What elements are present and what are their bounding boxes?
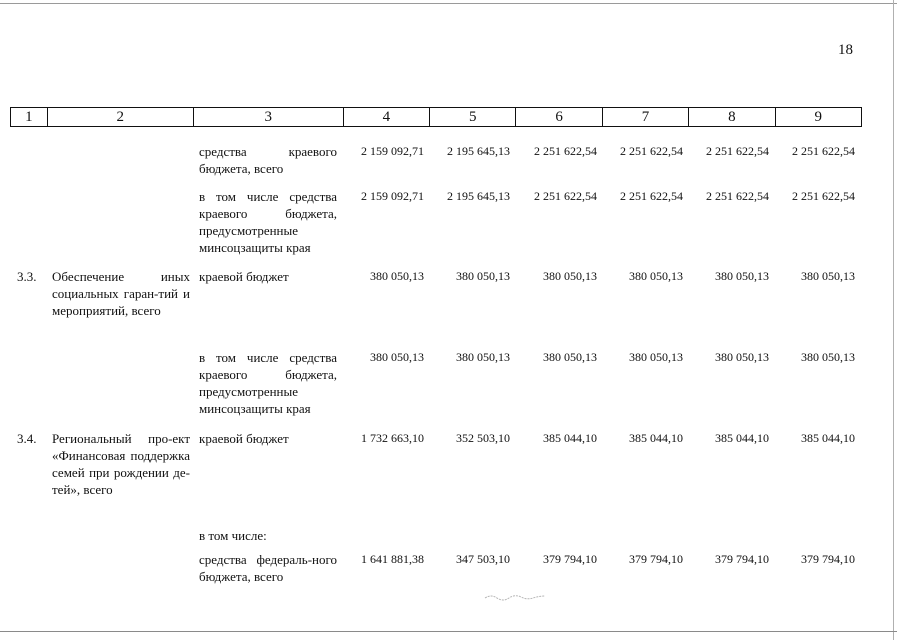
page-right-edge [893, 0, 894, 640]
page-number: 18 [838, 42, 853, 58]
row-value-col8: 380 050,13 [715, 350, 769, 364]
row-value-col9: 379 794,10 [801, 552, 855, 566]
row-value-col4: 380 050,13 [370, 350, 424, 364]
row-value-col5: 380 050,13 [456, 350, 510, 364]
row-value-col5: 347 503,10 [456, 552, 510, 566]
row-value-col6: 385 044,10 [543, 431, 597, 445]
row-value-col8: 380 050,13 [715, 269, 769, 283]
row-value-col8: 2 251 622,54 [706, 189, 769, 203]
row-value-col8: 385 044,10 [715, 431, 769, 445]
row-value-col4: 1 641 881,38 [361, 552, 424, 566]
row-source: средства федераль-ного бюджета, всего [199, 552, 337, 584]
page-bottom-edge [0, 631, 897, 632]
header-col-4: 4 [344, 108, 430, 126]
row-source: в том числе средства краевого бюджета, предусмотренные минсоцзащиты края [199, 189, 337, 255]
header-col-9: 9 [814, 108, 823, 125]
header-col-5: 5 [430, 108, 516, 126]
row-value-col4: 2 159 092,71 [361, 189, 424, 203]
header-col-8: 8 [689, 108, 775, 126]
header-col-1: 1 [11, 108, 48, 126]
row-number: 3.3. [17, 269, 37, 284]
row-value-col9: 385 044,10 [801, 431, 855, 445]
row-value-col7: 379 794,10 [629, 552, 683, 566]
row-value-col6: 379 794,10 [543, 552, 597, 566]
row-value-col7: 385 044,10 [629, 431, 683, 445]
header-col-3: 3 [194, 108, 344, 126]
scan-smudge [483, 588, 553, 604]
row-name: Обеспечение иных социальных гаран-тий и мероприятий, всего [52, 269, 190, 318]
row-value-col4: 2 159 092,71 [361, 144, 424, 158]
row-value-col5: 352 503,10 [456, 431, 510, 445]
row-value-col6: 380 050,13 [543, 269, 597, 283]
row-value-col4: 380 050,13 [370, 269, 424, 283]
row-value-col9: 380 050,13 [801, 350, 855, 364]
row-source: средства краевого бюджета, всего [199, 144, 337, 176]
row-value-col6: 2 251 622,54 [534, 144, 597, 158]
row-value-col5: 380 050,13 [456, 269, 510, 283]
row-value-col8: 2 251 622,54 [706, 144, 769, 158]
row-value-col7: 380 050,13 [629, 269, 683, 283]
row-value-col7: 2 251 622,54 [620, 144, 683, 158]
header-col-2: 2 [48, 108, 194, 126]
row-value-col5: 2 195 645,13 [447, 144, 510, 158]
row-value-col9: 2 251 622,54 [792, 144, 855, 158]
row-value-col5: 2 195 645,13 [447, 189, 510, 203]
row-value-col7: 2 251 622,54 [620, 189, 683, 203]
header-col-7: 7 [603, 108, 689, 126]
row-value-col9: 2 251 622,54 [792, 189, 855, 203]
row-source: краевой бюджет [199, 431, 289, 446]
row-value-col7: 380 050,13 [629, 350, 683, 364]
row-value-col4: 1 732 663,10 [361, 431, 424, 445]
header-col-6: 6 [516, 108, 602, 126]
page-top-edge [0, 3, 897, 4]
row-value-col6: 380 050,13 [543, 350, 597, 364]
row-name: Региональный про-ект «Финансовая поддержка семей при рождении де-тей», всего [52, 431, 190, 497]
row-source: в том числе: [199, 528, 267, 543]
row-value-col8: 379 794,10 [715, 552, 769, 566]
row-value-col6: 2 251 622,54 [534, 189, 597, 203]
row-source: в том числе средства краевого бюджета, предусмотренные минсоцзащиты края [199, 350, 337, 416]
row-source: краевой бюджет [199, 269, 289, 284]
row-number: 3.4. [17, 431, 37, 446]
table-header [10, 107, 862, 127]
row-value-col9: 380 050,13 [801, 269, 855, 283]
